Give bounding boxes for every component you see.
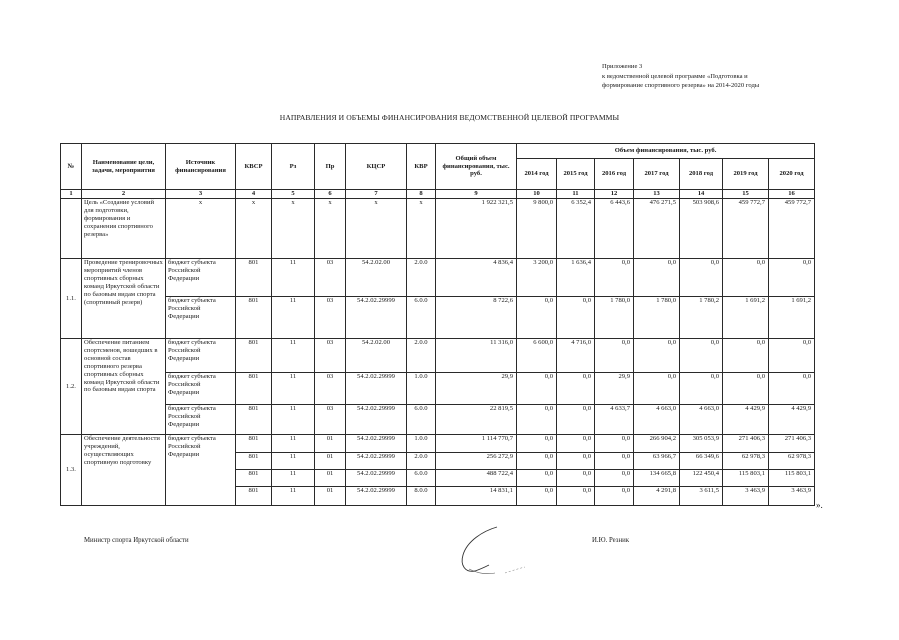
total-cell: 29,9 <box>436 373 517 405</box>
goal-pr: х <box>315 199 346 259</box>
goal-row <box>61 199 815 259</box>
kvsr-cell: 801 <box>236 487 272 506</box>
year-cell: 0,0 <box>595 339 634 373</box>
goal-year-value: 9 800,0 <box>517 199 557 259</box>
financing-table <box>60 143 815 506</box>
year-cell: 0,0 <box>517 405 557 435</box>
closing-quote-mark: ». <box>816 500 823 510</box>
goal-year-value: 503 908,6 <box>680 199 723 259</box>
column-number: 13 <box>634 190 680 199</box>
kvsr-cell: 801 <box>236 453 272 470</box>
appendix-line: формирование спортивного резерва» на 2014-2020 годы <box>602 82 760 90</box>
table-row <box>61 405 815 435</box>
year-cell: 0,0 <box>680 373 723 405</box>
year-cell: 66 349,6 <box>680 453 723 470</box>
year-cell: 1 636,4 <box>557 259 595 297</box>
header-pr: Пр <box>315 144 346 190</box>
kvsr-cell: 801 <box>236 259 272 297</box>
year-cell: 0,0 <box>723 339 769 373</box>
pr-cell: 01 <box>315 435 346 453</box>
year-cell: 3 463,9 <box>769 487 815 506</box>
column-number-row <box>61 190 815 199</box>
header-rz: Рз <box>272 144 315 190</box>
year-cell: 29,9 <box>595 373 634 405</box>
pr-cell: 01 <box>315 453 346 470</box>
header-year: 2020 год <box>769 159 815 190</box>
document-title: НАПРАВЛЕНИЯ И ОБЪЕМЫ ФИНАНСИРОВАНИЯ ВЕДОМСТВЕННОЙ ЦЕЛЕВОЙ ПРОГРАММЫ <box>279 113 620 122</box>
kcsr-cell: 54.2.02.29999 <box>346 487 407 506</box>
year-cell: 4 429,9 <box>769 405 815 435</box>
column-number: 7 <box>346 190 407 199</box>
kvr-cell: 6.0.0 <box>407 405 436 435</box>
goal-kvsr: х <box>236 199 272 259</box>
header-year: 2015 год <box>557 159 595 190</box>
table-row <box>61 435 815 453</box>
year-cell: 0,0 <box>723 259 769 297</box>
year-cell: 115 803,1 <box>769 470 815 487</box>
task-name: Проведение тренировочных мероприятий членов спортивных сборных команд Иркутской области по базовым видам спорта (спортивный резерв) <box>82 259 166 339</box>
appendix-note <box>602 62 862 91</box>
year-cell: 0,0 <box>769 373 815 405</box>
year-cell: 1 691,2 <box>769 297 815 339</box>
header-source: Источник финансирования <box>166 144 236 190</box>
table-row <box>61 339 815 373</box>
header-years-group: Объем финансирования, тыс. руб. <box>517 144 815 159</box>
year-cell: 4 633,7 <box>595 405 634 435</box>
goal-year-value: 459 772,7 <box>723 199 769 259</box>
total-cell: 1 114 770,7 <box>436 435 517 453</box>
task-num: 1.3. <box>61 435 82 506</box>
year-cell: 1 780,2 <box>680 297 723 339</box>
year-cell: 63 966,7 <box>634 453 680 470</box>
column-number: 9 <box>436 190 517 199</box>
year-cell: 1 780,0 <box>595 297 634 339</box>
kvsr-cell: 801 <box>236 405 272 435</box>
pr-cell: 03 <box>315 405 346 435</box>
year-cell: 0,0 <box>723 373 769 405</box>
kvr-cell: 6.0.0 <box>407 297 436 339</box>
pr-cell: 03 <box>315 259 346 297</box>
kvsr-cell: 801 <box>236 339 272 373</box>
year-cell: 115 803,1 <box>723 470 769 487</box>
year-cell: 0,0 <box>557 470 595 487</box>
kcsr-cell: 54.2.02.29999 <box>346 405 407 435</box>
column-number: 15 <box>723 190 769 199</box>
kcsr-cell: 54.2.02.29999 <box>346 453 407 470</box>
column-number: 6 <box>315 190 346 199</box>
column-number: 12 <box>595 190 634 199</box>
header-year: 2018 год <box>680 159 723 190</box>
goal-year-value: 476 271,5 <box>634 199 680 259</box>
table-row <box>61 259 815 297</box>
year-cell: 0,0 <box>680 259 723 297</box>
goal-kcsr: х <box>346 199 407 259</box>
goal-source: х <box>166 199 236 259</box>
pr-cell: 01 <box>315 470 346 487</box>
signatory-name: И.Ю. Резник <box>592 537 630 544</box>
year-cell: 305 053,9 <box>680 435 723 453</box>
goal-num-cell <box>61 199 82 259</box>
column-number: 16 <box>769 190 815 199</box>
year-cell: 271 406,3 <box>769 435 815 453</box>
year-cell: 0,0 <box>634 339 680 373</box>
year-cell: 0,0 <box>595 470 634 487</box>
goal-year-value: 459 772,7 <box>769 199 815 259</box>
header-name: Наименование цели, задачи, мероприятия <box>82 144 166 190</box>
year-cell: 4 429,9 <box>723 405 769 435</box>
column-number: 10 <box>517 190 557 199</box>
source-cell: бюджет субъекта Российской Федерации <box>166 405 236 435</box>
year-cell: 0,0 <box>557 297 595 339</box>
year-cell: 271 406,3 <box>723 435 769 453</box>
header-num: № <box>61 144 82 190</box>
column-number: 11 <box>557 190 595 199</box>
year-cell: 0,0 <box>517 297 557 339</box>
year-cell: 62 978,3 <box>723 453 769 470</box>
rz-cell: 11 <box>272 259 315 297</box>
year-cell: 266 904,2 <box>634 435 680 453</box>
goal-year-value: 6 443,6 <box>595 199 634 259</box>
kcsr-cell: 54.2.02.29999 <box>346 470 407 487</box>
rz-cell: 11 <box>272 373 315 405</box>
kvr-cell: 2.0.0 <box>407 453 436 470</box>
kvsr-cell: 801 <box>236 373 272 405</box>
rz-cell: 11 <box>272 470 315 487</box>
kvsr-cell: 801 <box>236 435 272 453</box>
year-cell: 4 291,8 <box>634 487 680 506</box>
year-cell: 0,0 <box>517 487 557 506</box>
kcsr-cell: 54.2.02.29999 <box>346 297 407 339</box>
total-cell: 4 836,4 <box>436 259 517 297</box>
header-year: 2017 год <box>634 159 680 190</box>
rz-cell: 11 <box>272 435 315 453</box>
pr-cell: 03 <box>315 339 346 373</box>
year-cell: 0,0 <box>517 470 557 487</box>
year-cell: 0,0 <box>680 339 723 373</box>
kvsr-cell: 801 <box>236 470 272 487</box>
pr-cell: 03 <box>315 373 346 405</box>
kcsr-cell: 54.2.02.00 <box>346 259 407 297</box>
total-cell: 11 316,0 <box>436 339 517 373</box>
column-number: 2 <box>82 190 166 199</box>
total-cell: 256 272,9 <box>436 453 517 470</box>
column-number: 1 <box>61 190 82 199</box>
table-row <box>61 297 815 339</box>
year-cell: 0,0 <box>557 405 595 435</box>
year-cell: 0,0 <box>595 453 634 470</box>
year-cell: 3 611,5 <box>680 487 723 506</box>
year-cell: 0,0 <box>595 435 634 453</box>
source-cell: бюджет субъекта Российской Федерации <box>166 297 236 339</box>
handwritten-signature <box>455 523 545 583</box>
kvr-cell: 1.0.0 <box>407 373 436 405</box>
goal-kvr: х <box>407 199 436 259</box>
header-year: 2019 год <box>723 159 769 190</box>
total-cell: 8 722,6 <box>436 297 517 339</box>
year-cell: 4 716,0 <box>557 339 595 373</box>
year-cell: 4 663,0 <box>634 405 680 435</box>
year-cell: 1 691,2 <box>723 297 769 339</box>
signatory-title: Министр спорта Иркутской области <box>84 537 189 544</box>
column-number: 8 <box>407 190 436 199</box>
pr-cell: 01 <box>315 487 346 506</box>
source-cell: бюджет субъекта Российской Федерации <box>166 259 236 297</box>
year-cell: 3 200,0 <box>517 259 557 297</box>
year-cell: 122 450,4 <box>680 470 723 487</box>
rz-cell: 11 <box>272 339 315 373</box>
task-name: Обеспечение питанием спортсменов, вошедших в основной состав спортивного резерва спортивных сборных команд Иркутской области по базовым видам спорта <box>82 339 166 435</box>
year-cell: 0,0 <box>595 259 634 297</box>
year-cell: 0,0 <box>769 339 815 373</box>
goal-total: 1 922 321,5 <box>436 199 517 259</box>
column-number: 4 <box>236 190 272 199</box>
table-row <box>61 373 815 405</box>
appendix-line: Приложение 3 <box>602 63 643 70</box>
kvr-cell: 2.0.0 <box>407 339 436 373</box>
task-num: 1.2. <box>61 339 82 435</box>
total-cell: 22 819,5 <box>436 405 517 435</box>
kvr-cell: 8.0.0 <box>407 487 436 506</box>
year-cell: 0,0 <box>595 487 634 506</box>
appendix-line: к ведомственной целевой программе «Подготовка и <box>602 72 748 80</box>
total-cell: 14 831,1 <box>436 487 517 506</box>
year-cell: 0,0 <box>557 435 595 453</box>
kvr-cell: 1.0.0 <box>407 435 436 453</box>
task-num: 1.1. <box>61 259 82 339</box>
rz-cell: 11 <box>272 453 315 470</box>
source-cell: бюджет субъекта Российской Федерации <box>166 435 236 506</box>
kvsr-cell: 801 <box>236 297 272 339</box>
header-kvsr: КВСР <box>236 144 272 190</box>
total-cell: 488 722,4 <box>436 470 517 487</box>
header-year: 2014 год <box>517 159 557 190</box>
header-kvr: КВР <box>407 144 436 190</box>
header-kcsr: КЦСР <box>346 144 407 190</box>
kvr-cell: 2.0.0 <box>407 259 436 297</box>
year-cell: 134 665,8 <box>634 470 680 487</box>
year-cell: 62 978,3 <box>769 453 815 470</box>
year-cell: 0,0 <box>517 453 557 470</box>
year-cell: 4 663,0 <box>680 405 723 435</box>
year-cell: 0,0 <box>517 435 557 453</box>
goal-name: Цель «Создание условий для подготовки, формирования и сохранения спортивного резерва» <box>82 199 166 259</box>
year-cell: 0,0 <box>557 373 595 405</box>
year-cell: 0,0 <box>634 259 680 297</box>
year-cell: 0,0 <box>769 259 815 297</box>
kcsr-cell: 54.2.02.29999 <box>346 435 407 453</box>
year-cell: 0,0 <box>517 373 557 405</box>
column-number: 14 <box>680 190 723 199</box>
year-cell: 0,0 <box>557 487 595 506</box>
column-number: 5 <box>272 190 315 199</box>
year-cell: 0,0 <box>634 373 680 405</box>
header-year: 2016 год <box>595 159 634 190</box>
header-total: Общий объем финансирования, тыс. руб. <box>436 144 517 190</box>
rz-cell: 11 <box>272 487 315 506</box>
goal-rz: х <box>272 199 315 259</box>
year-cell: 6 600,0 <box>517 339 557 373</box>
source-cell: бюджет субъекта Российской Федерации <box>166 339 236 373</box>
pr-cell: 03 <box>315 297 346 339</box>
column-number: 3 <box>166 190 236 199</box>
year-cell: 3 463,9 <box>723 487 769 506</box>
rz-cell: 11 <box>272 297 315 339</box>
kcsr-cell: 54.2.02.29999 <box>346 373 407 405</box>
year-cell: 0,0 <box>557 453 595 470</box>
year-cell: 1 780,0 <box>634 297 680 339</box>
kcsr-cell: 54.2.02.00 <box>346 339 407 373</box>
kvr-cell: 6.0.0 <box>407 470 436 487</box>
task-name: Обеспечение деятельности учреждений, осуществляющих спортивную подготовку <box>82 435 166 506</box>
goal-year-value: 6 352,4 <box>557 199 595 259</box>
source-cell: бюджет субъекта Российской Федерации <box>166 373 236 405</box>
rz-cell: 11 <box>272 405 315 435</box>
